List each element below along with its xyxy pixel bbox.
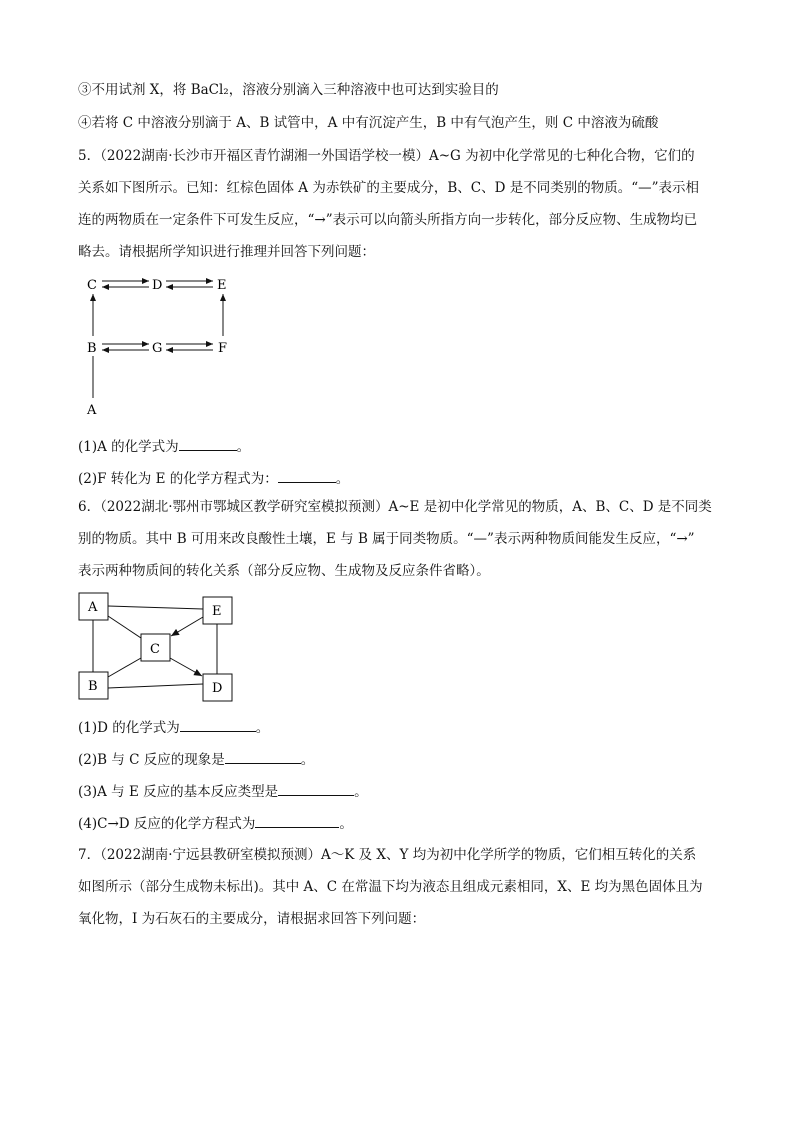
answer-blank — [180, 717, 256, 732]
q6-sub-3-text: (3)A 与 E 反应的基本反应类型是 — [78, 784, 279, 800]
q6-sub-2-text: (2)B 与 C 反应的现象是 — [78, 752, 225, 768]
box-e: E — [212, 604, 222, 619]
q7-text-3: 氧化物，I 为石灰石的主要成分，请根据求回答下列问题： — [78, 911, 426, 927]
q5-sub-1 — [78, 436, 250, 457]
q6-sub-2 — [78, 749, 314, 770]
node-f: F — [218, 341, 228, 356]
line-item-4: ④若将 C 中溶液分别滴于 A、B 试管中，A 中有沉淀产生，B 中有气泡产生，则 C 中溶液为硫酸 — [78, 115, 659, 131]
q6-sub-2-end: 。 — [300, 752, 315, 768]
q6-sub-1-end: 。 — [255, 720, 270, 736]
box-d: D — [212, 681, 223, 696]
answer-blank — [225, 749, 301, 764]
q5-sub-2 — [78, 468, 349, 489]
q6-text-3: 表示两种物质间的转化关系（部分反应物、生成物及反应条件省略）。 — [78, 563, 490, 579]
q6-sub-3-end: 。 — [354, 784, 368, 800]
q6-diagram — [78, 592, 238, 704]
q5-sub-1-end: 。 — [236, 439, 251, 455]
q5-text-4: 略去。请根据所学知识进行推理并回答下列问题： — [78, 244, 375, 260]
answer-blank — [278, 468, 336, 483]
q6-sub-1-text: (1)D 的化学式为 — [78, 720, 180, 736]
q5-sub-1-text: (1)A 的化学式为 — [78, 439, 179, 455]
node-d: D — [152, 278, 163, 293]
box-c: C — [150, 642, 160, 657]
q5-text-1: 5．（2022湖南·长沙市开福区青竹湖湘一外国语学校一模）A~G 为初中化学常见的七种化合物，它们的 — [78, 148, 695, 164]
q5-diagram — [80, 272, 240, 422]
q5-sub-2-end: 。 — [335, 471, 350, 487]
q6-sub-4-end: 。 — [339, 816, 353, 832]
answer-blank — [278, 781, 354, 796]
q7-text-2: 如图所示（部分生成物未标出)。其中 A、C 在常温下均为液态且组成元素相同，X、E 均为黑色固体且为 — [78, 879, 703, 895]
node-g: G — [152, 341, 163, 356]
answer-blank — [179, 436, 237, 451]
node-a: A — [87, 403, 97, 418]
box-a: A — [88, 600, 98, 615]
answer-blank — [255, 813, 339, 828]
node-c: C — [87, 278, 97, 293]
q6-text-2: 别的物质。其中 B 可用来改良酸性土壤，E 与 B 属于同类物质。“—”表示两种物质间能发生反应，“→” — [78, 531, 695, 547]
line-item-3: ③不用试剂 X，将 BaCl₂，溶液分别滴入三种溶液中也可达到实验目的 — [78, 82, 499, 98]
q5-text-3: 连的两物质在一定条件下可发生反应，“→”表示可以向箭头所指方向一步转化，部分反应物、生成物均已 — [78, 212, 698, 228]
q6-text-1: 6．（2022湖北·鄂州市鄂城区教学研究室模拟预测）A~E 是初中化学常见的物质，A、B、C、D 是不同类 — [78, 499, 712, 515]
q6-sub-3 — [78, 781, 368, 802]
q5-sub-2-text: (2)F 转化为 E 的化学方程式为： — [78, 471, 278, 487]
q6-sub-4 — [78, 813, 353, 834]
box-b: B — [88, 679, 98, 694]
q5-text-2: 关系如下图所示。已知：红棕色固体 A 为赤铁矿的主要成分，B、C、D 是不同类别的物质。“—”表示相 — [78, 180, 699, 196]
q6-sub-4-text: (4)C→D 反应的化学方程式为 — [78, 816, 256, 832]
node-b: B — [87, 341, 97, 356]
q6-sub-1 — [78, 717, 269, 738]
q7-text-1: 7．（2022湖南·宁远县教研室模拟预测）A～K 及 X、Y 均为初中化学所学的物质，它们相互转化的关系 — [78, 847, 697, 863]
node-e: E — [217, 278, 227, 293]
